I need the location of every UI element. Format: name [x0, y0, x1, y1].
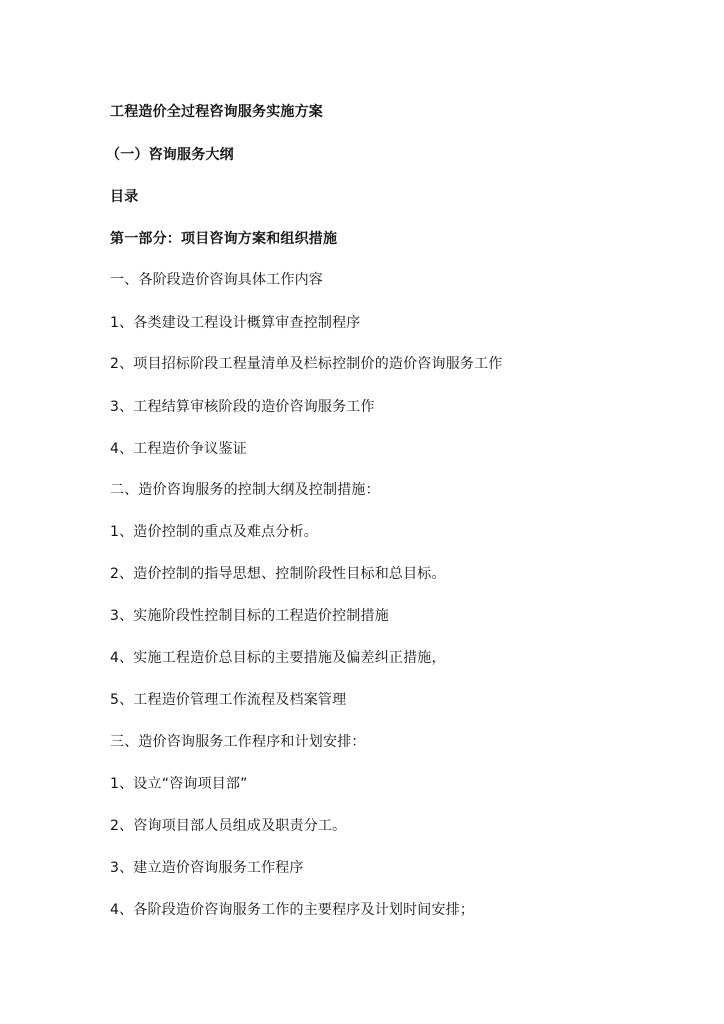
toc-item-project-dept: 1、设立“咨询项目部” [110, 776, 248, 792]
toc-item-workflow-archive: 5、工程造价管理工作流程及档案管理 [110, 692, 347, 708]
section-heading: （一）咨询服务大纲 [106, 147, 234, 163]
toc-item-guiding-ideas: 2、造价控制的指导思想、控制阶段性目标和总目标。 [110, 566, 446, 582]
toc-item-dispute-appraisal: 4、工程造价争议鉴证 [110, 441, 247, 457]
toc-item-stage-work: 一、各阶段造价咨询具体工作内容 [110, 272, 323, 288]
toc-item-deviation-correction: 4、实施工程造价总目标的主要措施及偏差纠正措施， [110, 650, 446, 666]
toc-item-stage-control-measures: 3、实施阶段性控制目标的工程造价控制措施 [110, 608, 389, 624]
toc-item-staff-duties: 2、咨询项目部人员组成及职责分工。 [110, 818, 347, 834]
toc-heading: 目录 [110, 189, 139, 205]
toc-item-budget-review: 1、各类建设工程设计概算审查控制程序 [110, 315, 361, 331]
toc-item-bidding-stage: 2、项目招标阶段工程量清单及栏标控制价的造价咨询服务工作 [110, 356, 503, 372]
part-heading: 第一部分：项目咨询方案和组织措施 [110, 231, 338, 247]
toc-item-key-difficulties: 1、造价控制的重点及难点分析。 [110, 524, 318, 540]
toc-item-establish-procedure: 3、建立造价咨询服务工作程序 [110, 860, 304, 876]
toc-item-settlement-review: 3、工程结算审核阶段的造价咨询服务工作 [110, 399, 375, 415]
toc-item-work-procedure: 三、造价咨询服务工作程序和计划安排： [110, 734, 366, 750]
document-title: 工程造价全过程咨询服务实施方案 [110, 104, 323, 120]
toc-item-schedule: 4、各阶段造价咨询服务工作的主要程序及计划时间安排； [110, 902, 475, 918]
toc-item-control-outline: 二、造价咨询服务的控制大纲及控制措施： [110, 482, 380, 498]
